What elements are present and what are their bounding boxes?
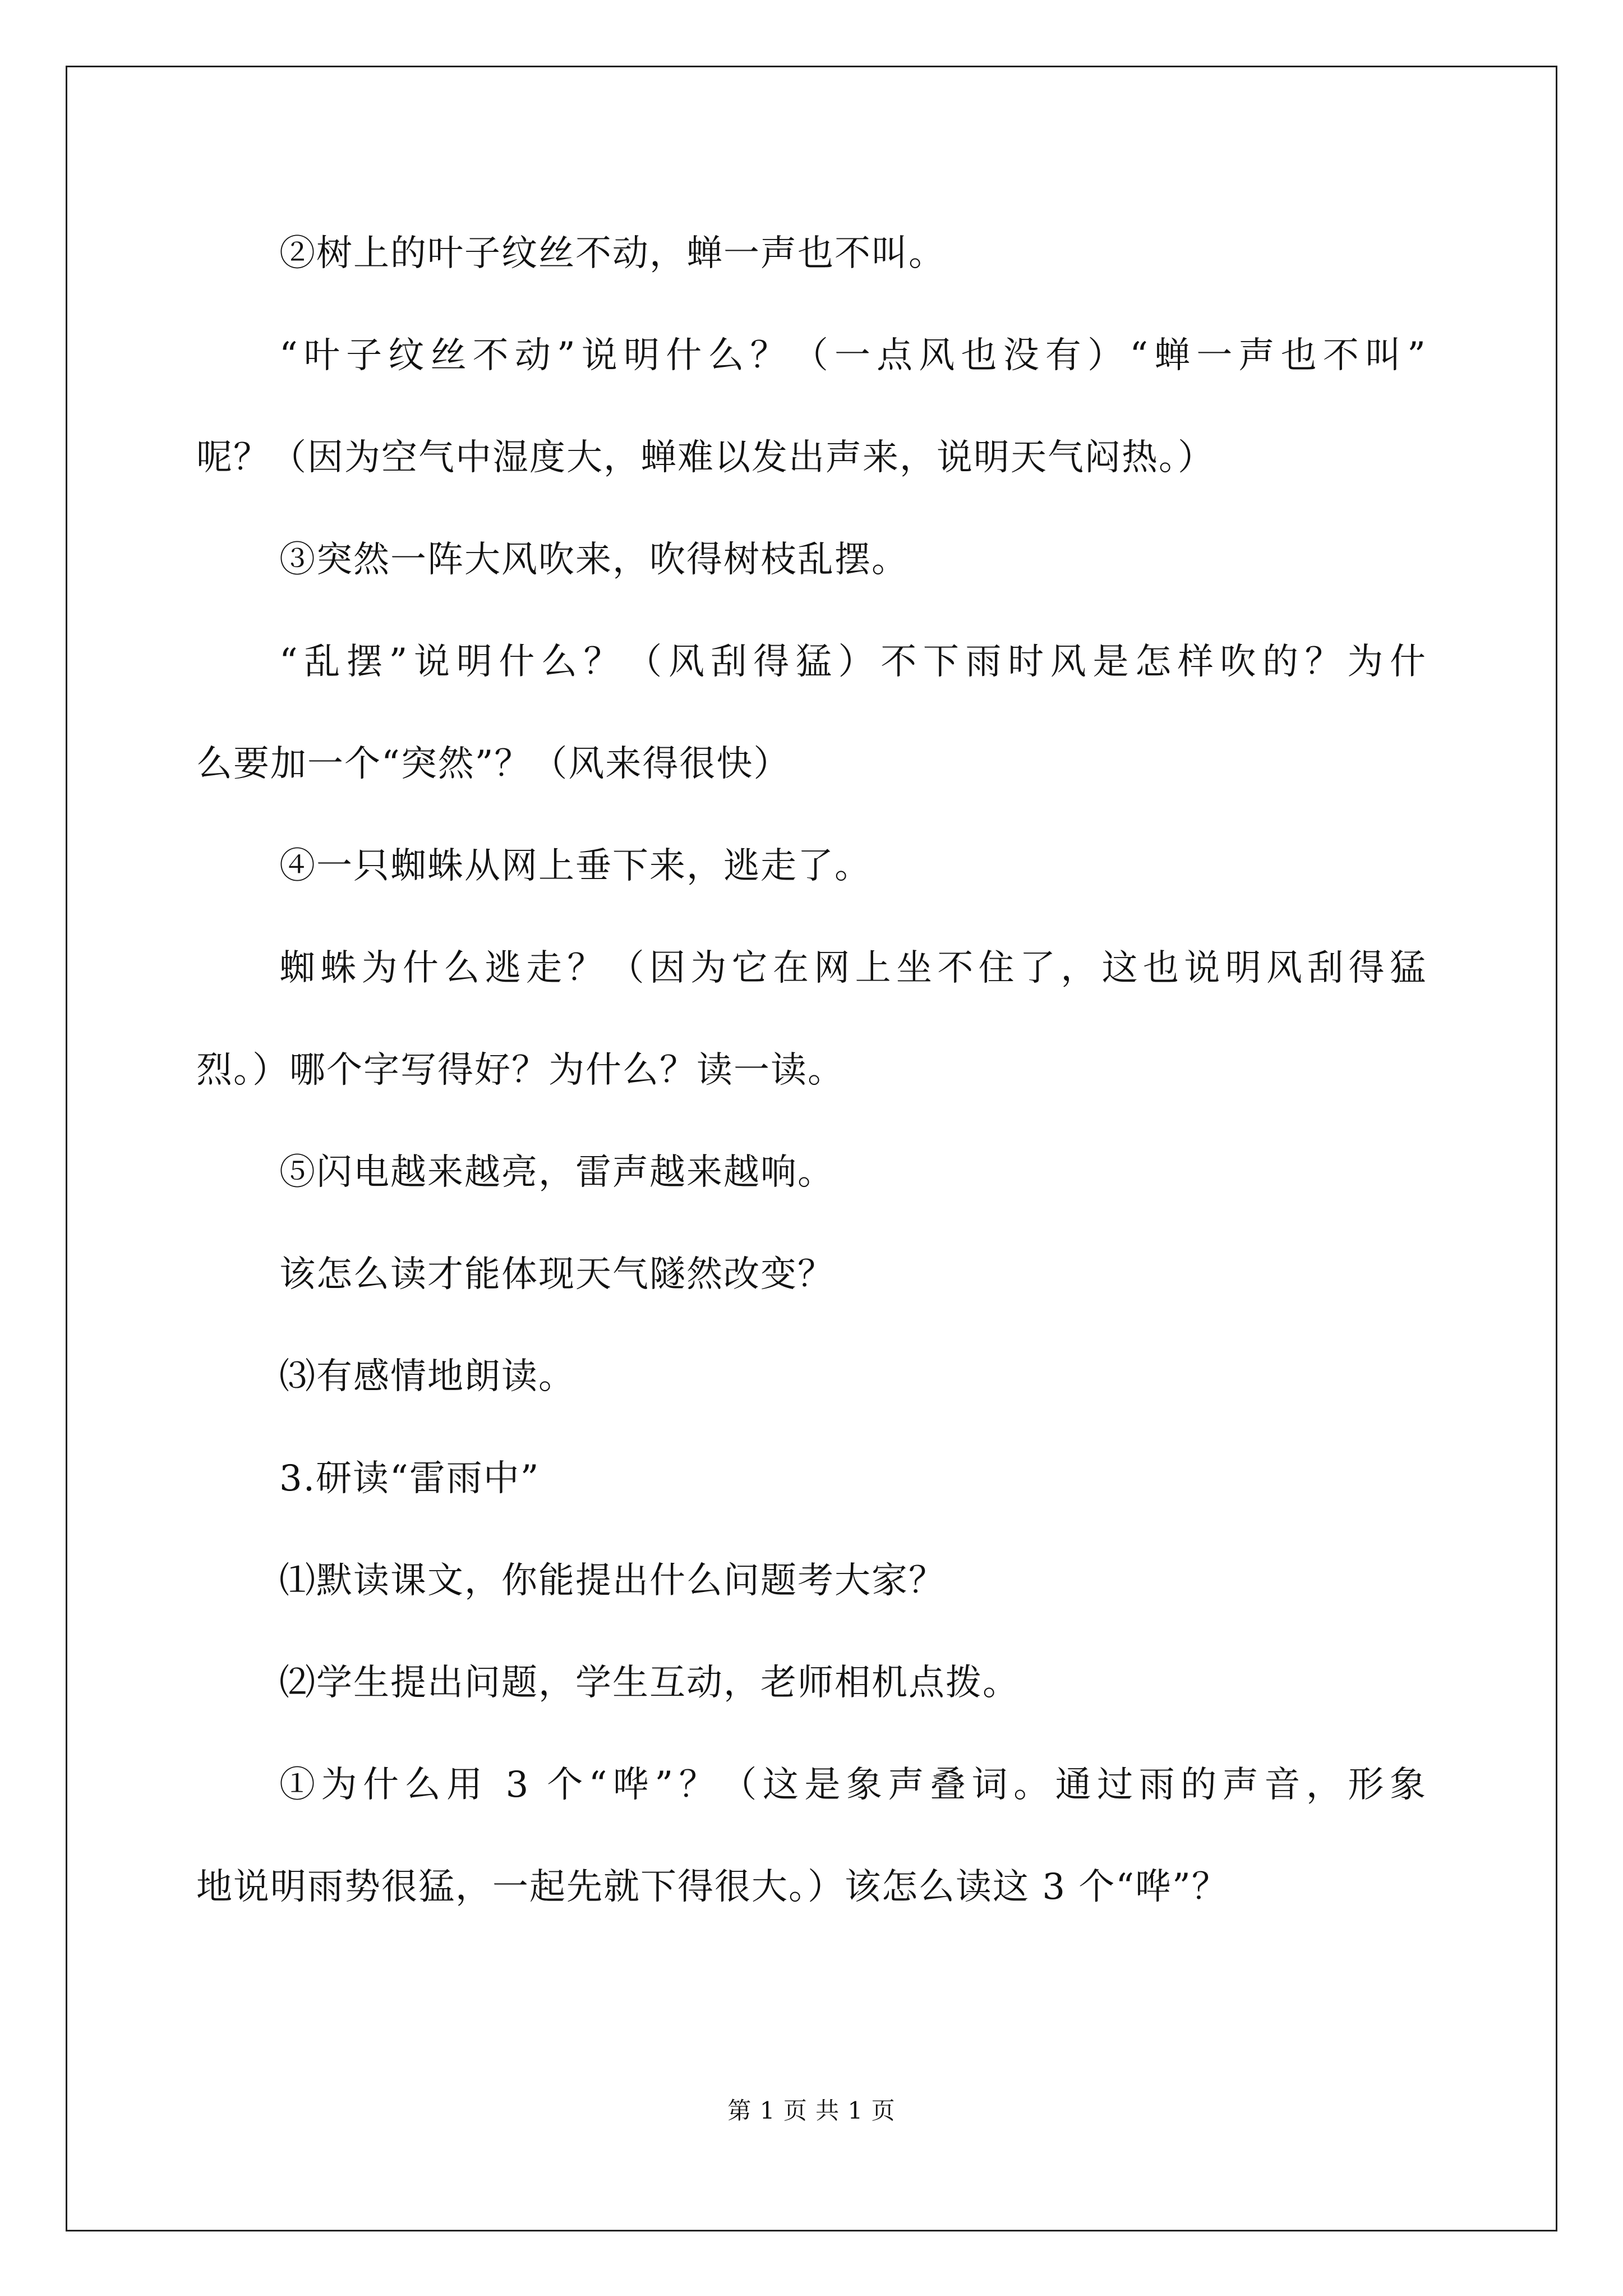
paragraph-line-3: 呢？（因为空气中湿度大，蝉难以发出声来，说明天气闷热。） <box>196 437 1215 478</box>
paragraph-line-4: ③突然一阵大风吹来，吹得树枝乱摆。 <box>279 539 909 581</box>
paragraph-line-10: ⑤闪电越来越亮，雷声越来越响。 <box>279 1152 834 1193</box>
page-footer: 第 1 页 共 1 页 <box>727 2097 896 2124</box>
paragraph-line-8: 蜘蛛为什么逃走？（因为它在网上坐不住了，这也说明风刮得猛 <box>279 947 1427 989</box>
paragraph-line-1: ②树上的叶子纹丝不动，蝉一声也不叫。 <box>279 233 946 274</box>
paragraph-line-15: ⑵学生提出问题，学生互动，老师相机点拨。 <box>279 1662 1020 1704</box>
paragraph-line-12: ⑶有感情地朗读。 <box>279 1356 575 1397</box>
paragraph-line-16: ①为什么用 3 个“哗”？（这是象声叠词。通过雨的声音，形象 <box>279 1764 1427 1806</box>
paragraph-line-2: “叶子纹丝不动”说明什么？（一点风也没有）“蝉一声也不叫” <box>279 335 1427 376</box>
paragraph-line-7: ④一只蜘蛛从网上垂下来，逃走了。 <box>279 845 872 887</box>
paragraph-line-11: 该怎么读才能体现天气隧然改变？ <box>279 1254 834 1295</box>
paragraph-line-6: 么要加一个“突然”？（风来得很快） <box>196 743 791 785</box>
paragraph-line-9: 烈。）哪个字写得好？为什么？读一读。 <box>196 1050 845 1091</box>
paragraph-line-17: 地说明雨势很猛，一起先就下得很大。）该怎么读这 3 个“哗”？ <box>196 1866 1229 1908</box>
paragraph-line-5: “乱摆”说明什么？（风刮得猛）不下雨时风是怎样吹的？为什 <box>279 641 1427 683</box>
paragraph-line-14: ⑴默读课文，你能提出什么问题考大家？ <box>279 1560 946 1602</box>
section-heading: 3.研读“雷雨中” <box>279 1458 540 1499</box>
